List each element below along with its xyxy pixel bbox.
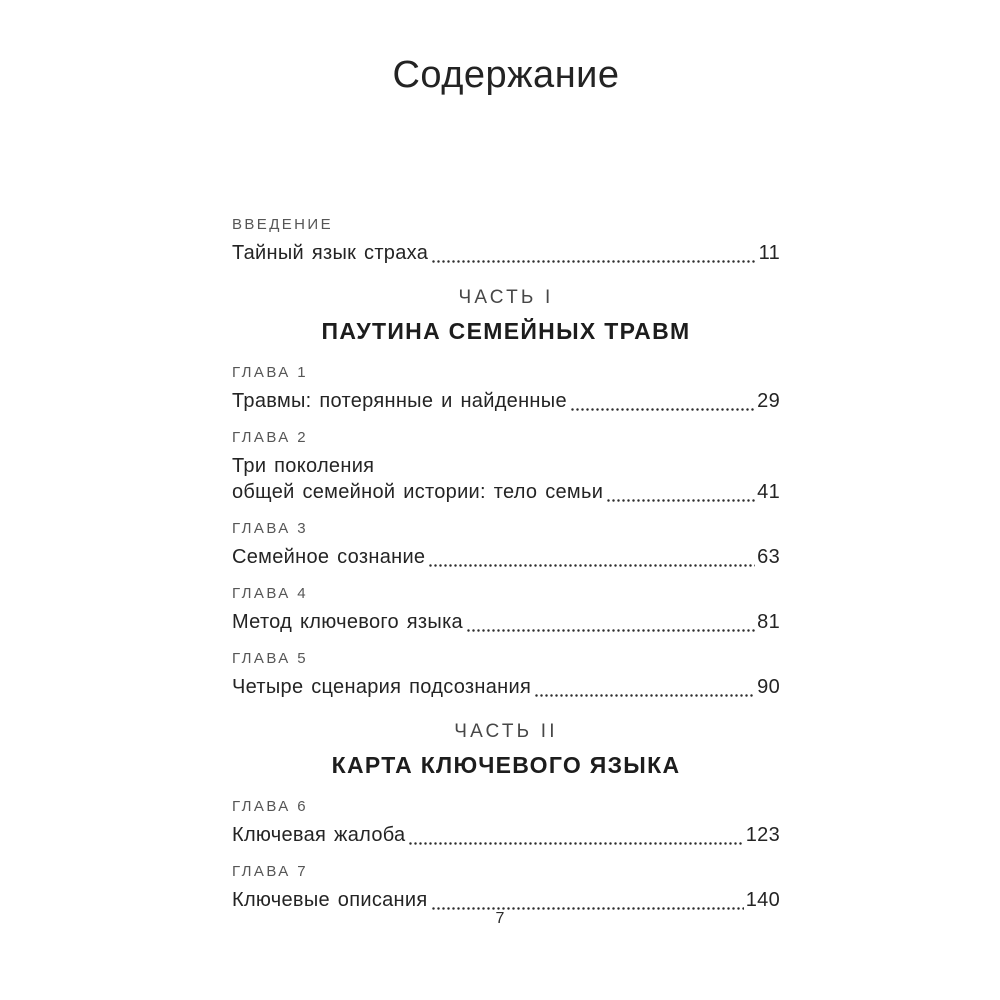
chapter-label: ВВЕДЕНИЕ	[232, 215, 333, 233]
toc-entry-chapter-6	[232, 799, 780, 848]
chapter-label: ГЛАВА 2	[232, 428, 308, 446]
entry-title: Ключевая жалоба	[232, 823, 406, 846]
part-heading-1	[232, 288, 780, 343]
entry-title: Метод ключевого языка	[232, 610, 463, 633]
toc-entry-chapter-7	[232, 864, 780, 913]
part-title: КАРТА КЛЮЧЕВОГО ЯЗЫКА	[331, 751, 681, 778]
dot-leader	[607, 497, 755, 502]
part-heading-2	[232, 722, 780, 777]
toc-entry-chapter-4	[232, 586, 780, 635]
entry-page-number: 90	[757, 675, 780, 698]
entry-page-number: 41	[757, 480, 780, 503]
entry-page-number: 123	[745, 823, 780, 846]
part-label: ЧАСТЬ II	[454, 720, 558, 742]
toc-entry-chapter-1	[232, 365, 780, 414]
toc-line	[232, 822, 780, 848]
footer-page-number: 7	[495, 910, 505, 927]
chapter-label: ГЛАВА 6	[232, 797, 308, 815]
part-label: ЧАСТЬ I	[458, 286, 554, 308]
dot-leader	[429, 562, 755, 567]
entry-page-number: 63	[757, 545, 780, 568]
dot-leader	[432, 258, 756, 263]
entry-page-number: 140	[745, 888, 780, 911]
toc-entry-chapter-3	[232, 521, 780, 570]
chapter-label: ГЛАВА 4	[232, 584, 308, 602]
toc-line	[232, 240, 780, 266]
entry-title: Семейное сознание	[232, 545, 426, 568]
toc-entry-chapter-5	[232, 651, 780, 700]
entry-page-number: 29	[757, 389, 780, 412]
dot-leader	[571, 406, 755, 411]
entry-page-number: 81	[757, 610, 780, 633]
toc-line	[232, 388, 780, 414]
page-title: Содержание	[392, 54, 620, 96]
dot-leader	[409, 840, 743, 845]
dot-leader	[535, 692, 755, 697]
entry-title: Тайный язык страха	[232, 241, 429, 264]
chapter-label: ГЛАВА 1	[232, 363, 308, 381]
dot-leader	[467, 627, 755, 632]
table-of-contents	[232, 217, 780, 913]
chapter-label: ГЛАВА 3	[232, 519, 308, 537]
toc-line	[232, 609, 780, 635]
toc-line	[232, 479, 780, 505]
entry-title: общей семейной истории: тело семьи	[232, 480, 604, 503]
toc-line	[232, 674, 780, 700]
entry-title-line-1: Три поколения	[232, 454, 375, 477]
toc-line	[232, 544, 780, 570]
content-column	[232, 0, 780, 929]
toc-line	[232, 887, 780, 913]
entry-title: Ключевые описания	[232, 888, 428, 911]
toc-entry-introduction	[232, 217, 780, 266]
part-title: ПАУТИНА СЕМЕЙНЫХ ТРАВМ	[321, 317, 691, 344]
entry-title: Травмы: потерянные и найденные	[232, 389, 567, 412]
toc-entry-chapter-2	[232, 430, 780, 505]
chapter-label: ГЛАВА 7	[232, 862, 308, 880]
chapter-label: ГЛАВА 5	[232, 649, 308, 667]
entry-title: Четыре сценария подсознания	[232, 675, 532, 698]
entry-page-number: 11	[758, 241, 780, 264]
